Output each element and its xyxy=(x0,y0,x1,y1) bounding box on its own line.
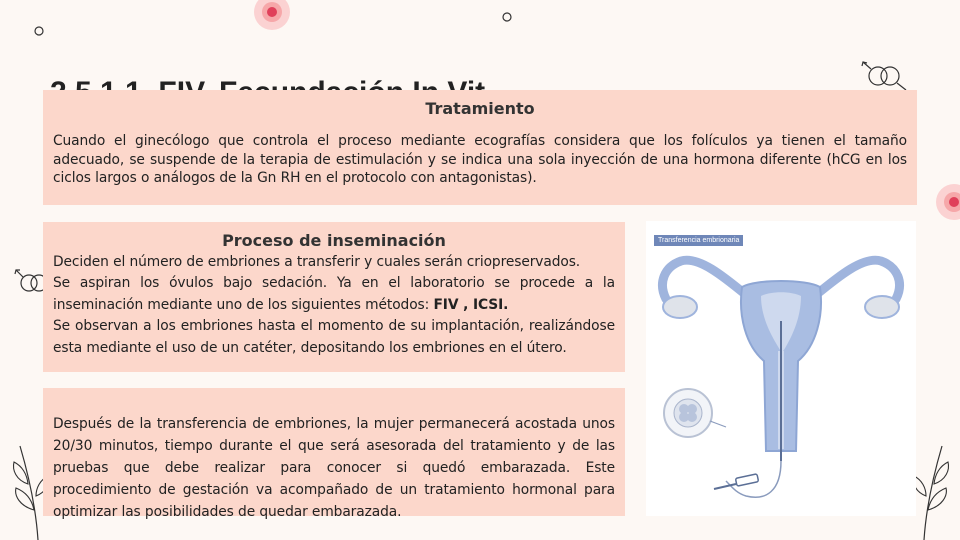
embryo-transfer-illustration xyxy=(646,221,916,516)
uterus-diagram-icon xyxy=(646,221,916,516)
inseminacion-paragraph-3: Se observan a los embriones hasta el momento de su implantación, realizándose esta mediante el uso de un catéter, depositando los embriones en el útero. xyxy=(53,318,615,356)
inseminacion-box xyxy=(43,222,625,372)
tratamiento-heading: Tratamiento xyxy=(425,99,535,118)
inseminacion-paragraph-1: Deciden el número de embriones a transferir y cuales serán criopreservados. xyxy=(53,254,581,270)
small-ring-icon xyxy=(33,25,45,37)
decorative-circle-icon xyxy=(934,182,960,222)
despues-box xyxy=(43,388,625,521)
inseminacion-paragraph-2-text: Se aspiran los óvulos bajo sedación. Ya en el laboratorio se procede a la inseminación mediante uno de los siguientes métodos: xyxy=(53,275,615,313)
gender-symbols-icon xyxy=(858,58,918,94)
inseminacion-paragraph-2 xyxy=(53,273,615,316)
tratamiento-box xyxy=(43,90,917,205)
tratamiento-body: Cuando el ginecólogo que controla el proceso mediante ecografías considera que los folículos ya tienen el tamaño adecuado, se suspende de la terapia de estimulación y se indica una sola inyección de una hormona diferente (hCG en los ciclos largos o análogos de la Gn RH en el protocolo con antagonistas). xyxy=(53,133,907,187)
leaf-branch-icon xyxy=(910,440,954,540)
decorative-circle-icon xyxy=(252,0,292,32)
despues-body: Después de la transferencia de embriones, la mujer permanecerá acostada unos 20/30 minutos, tiempo durante el que será asesorada del tratamiento y de las pruebas que debe realizar para conocer si quedó embarazada. Este procedimiento de gestación va acompañado de un tratamiento hormonal para optimizar las posibilidades de quedar embarazada. xyxy=(53,416,615,521)
illustration-label: Transferencia embrionaria xyxy=(654,235,743,246)
inseminacion-heading: Proceso de inseminación xyxy=(222,231,446,250)
inseminacion-methods: FIV , ICSI. xyxy=(433,296,509,313)
small-ring-icon xyxy=(501,11,513,23)
